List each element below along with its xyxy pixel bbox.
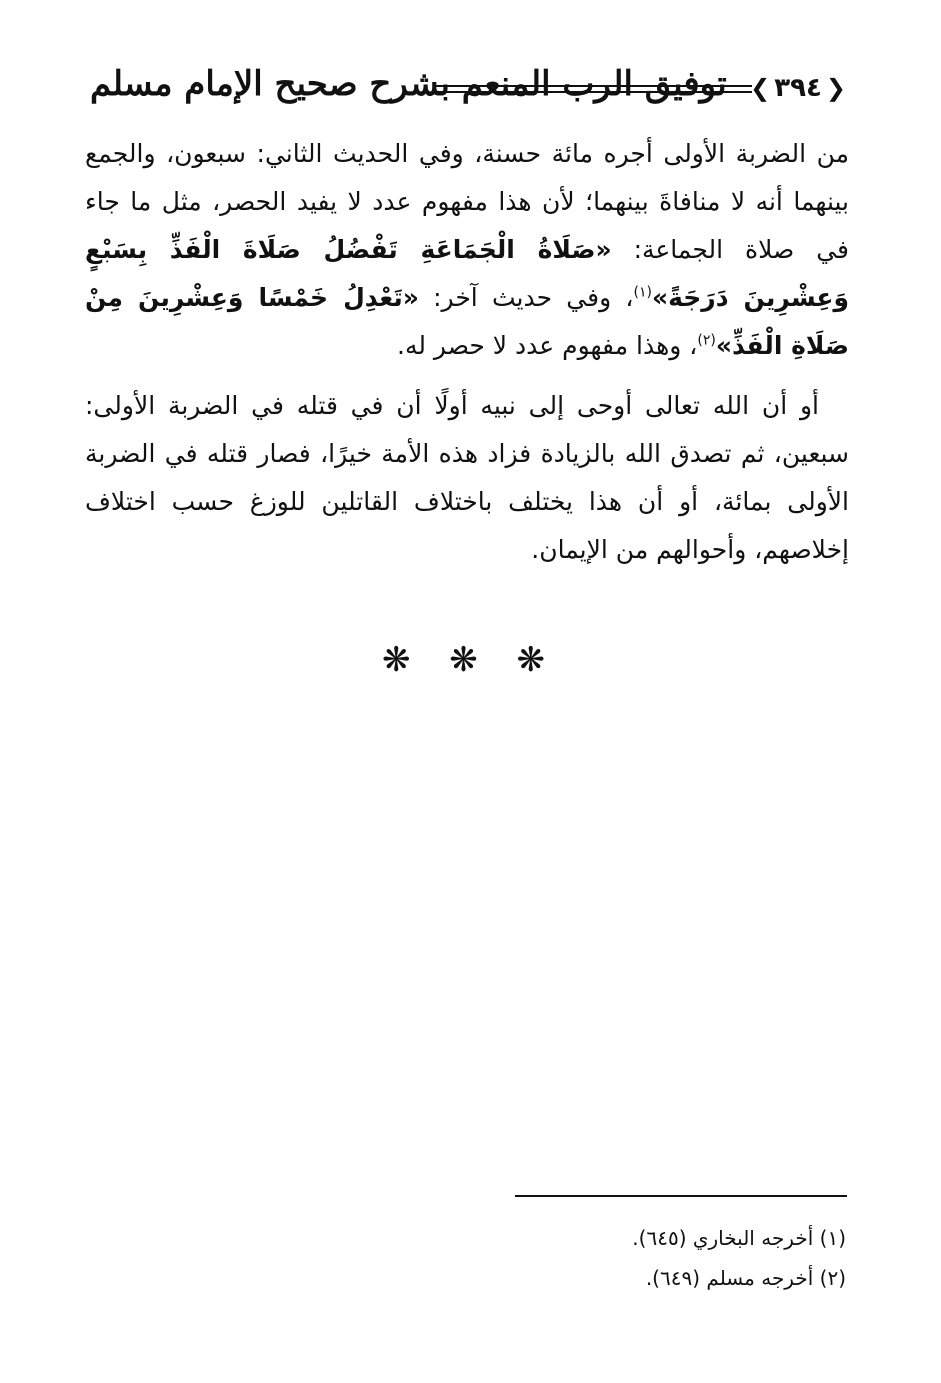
page-number: ٣٩٤ xyxy=(774,73,822,103)
ornament-left-icon: ❮ xyxy=(750,74,771,102)
hadith-quote-2: «تَعْدِلُ خَمْسًا وَعِشْرِينَ مِنْ صَلَاةِ الْفَذِّ» xyxy=(85,283,849,360)
paragraph-1-tail: ، وهذا مفهوم عدد لا حصر له. xyxy=(397,331,698,360)
section-divider-stars: ❋ ❋ ❋ xyxy=(381,640,560,680)
book-title: توفيق الرب المنعم بشرح صحيح الإمام مسلم xyxy=(90,64,727,104)
footnote-separator xyxy=(515,1195,847,1197)
paragraph-1-mid: ، وفي حديث آخر: xyxy=(418,283,634,312)
footnote-2: (٢) أخرجه مسلم (٦٤٩). xyxy=(645,1266,846,1290)
footnote-1: (١) أخرجه البخاري (٦٤٥). xyxy=(632,1226,846,1250)
footnote-marker-1[interactable]: (١) xyxy=(633,284,652,301)
page-header xyxy=(90,58,850,118)
page-number-ornament xyxy=(752,68,844,108)
paragraph-1 xyxy=(85,130,849,370)
footnotes xyxy=(346,1218,846,1298)
paragraph-1-line-2: والجمع بينهما أنه لا منافاةَ بينهما؛ لأن هذا مفهوم عدد لا يفيد الحصر، xyxy=(85,139,849,216)
hadith-quote-1: «صَلَاةُ الْجَمَاعَةِ تَفْضُلُ صَلَاةَ الْفَذِّ بِسَبْعٍ وَعِشْرِينَ دَرَجَةً» xyxy=(85,235,850,312)
paragraph-2: أو أن الله تعالى أوحى إلى نبيه أولًا أن في قتله في الضربة الأولى: سبعين، ثم تصدق الله بالزيادة فزاد هذه الأمة خيرًا، فصار قتله في الضربة الأولى بمائة، أو أن هذا يختلف باختلاف القاتلين للوزغ حسب اختلاف إخلاصهم، وأحوالهم من الإيمان. xyxy=(85,391,849,564)
footnote-marker-2[interactable]: (٢) xyxy=(697,332,716,349)
paragraph-1-line-1: من الضربة الأولى أجره مائة حسنة، وفي الحديث الثاني: سبعون، xyxy=(166,139,849,168)
paragraph-1-line-3: مثل ما جاء في صلاة الجماعة: xyxy=(85,187,849,264)
ornament-right-icon: ❯ xyxy=(825,74,846,102)
body-text xyxy=(85,130,849,574)
